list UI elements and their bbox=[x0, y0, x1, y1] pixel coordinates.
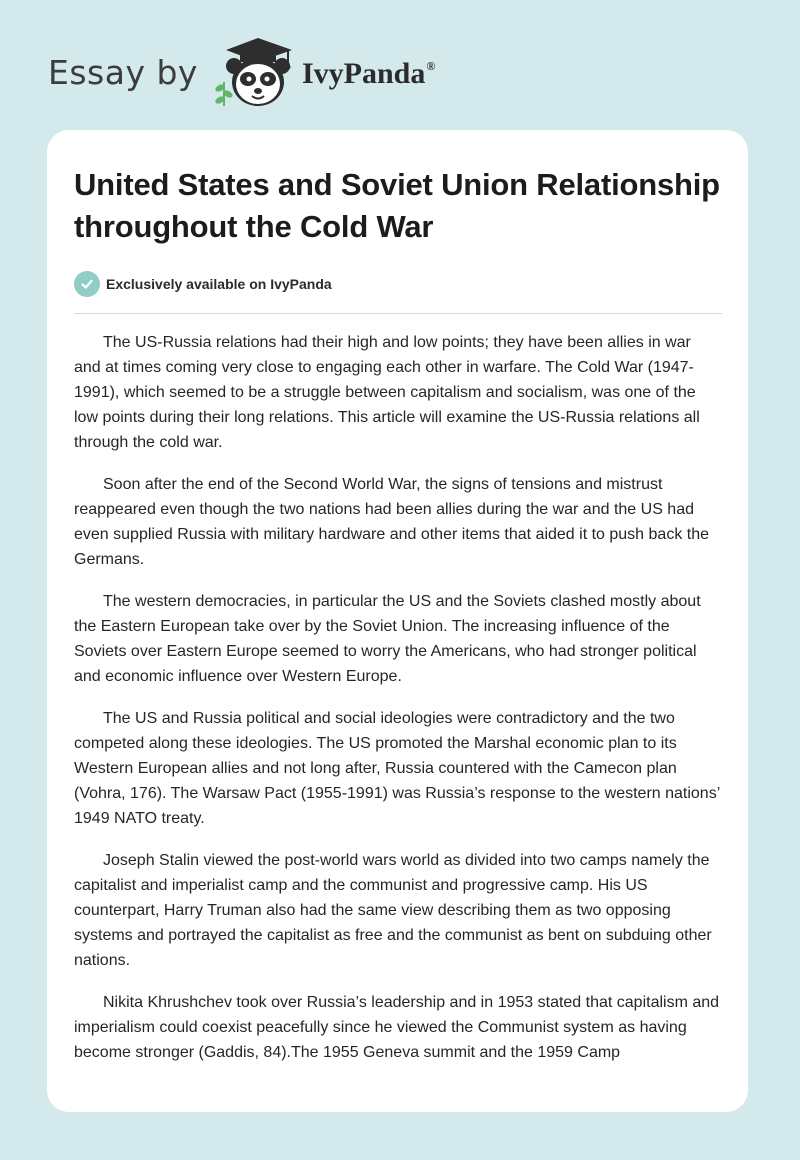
registered-mark: ® bbox=[426, 59, 436, 73]
exclusive-badge bbox=[74, 270, 722, 298]
paragraph: The US-Russia relations had their high and low points; they have been allies in war and at times coming very close to engaging each other in warfare. The Cold War (1947-1991), which seemed to be a struggle between capitalism and socialism, was one of the low points during their long relations. This article will examine the US-Russia relations all through the cold war. bbox=[74, 334, 700, 451]
essay-card bbox=[47, 130, 748, 1112]
check-circle-icon bbox=[74, 271, 100, 297]
paragraph: Nikita Khrushchev took over Russia’s leadership and in 1953 stated that capitalism and imperialism could coexist peacefully since he viewed the Communist system as having become stronger (Gaddis, 84).The 1955 Geneva summit and the 1959 Camp bbox=[74, 994, 720, 1061]
exclusive-label: Exclusively available on IvyPanda bbox=[106, 276, 332, 292]
paragraph: Soon after the end of the Second World War, the signs of tensions and mistrust reappeared even though the two nations had been allies during the war and the US had even supplied Russia with military hardware and other items that aided it to push back the Germans. bbox=[74, 476, 710, 568]
brand-name[interactable] bbox=[302, 57, 435, 91]
panda-graduate-icon[interactable] bbox=[212, 36, 298, 108]
paragraph: The western democracies, in particular the US and the Soviets clashed mostly about the Eastern European take over by the Soviet Union. The increasing influence of the Soviets over Eastern Europe seemed to worry the Americans, who had stronger political and economic influence over Western Europe. bbox=[74, 593, 701, 685]
essay-title: United States and Soviet Union Relationship throughout the Cold War bbox=[74, 167, 720, 244]
site-header bbox=[48, 36, 435, 108]
divider bbox=[74, 313, 722, 314]
paragraph: Joseph Stalin viewed the post-world wars world as divided into two camps namely the capitalist and imperialist camp and the communist and progressive camp. His US counterpart, Harry Truman also had the same view describing them as two opposing systems and portrayed the capitalist as free and the communist as bent on subduing other nations. bbox=[74, 852, 712, 969]
essay-by-label: Essay by bbox=[48, 52, 198, 92]
essay-body bbox=[74, 330, 722, 1065]
brand-text: IvyPanda bbox=[301, 57, 426, 90]
paragraph: The US and Russia political and social ideologies were contradictory and the two competed along these ideologies. The US promoted the Marshal economic plan to its Western European allies and not long after, Russia countered with the Camecon plan (Vohra, 176). The Warsaw Pact (1955-1991) was Russia’s response to the western nations’ 1949 NATO treaty. bbox=[74, 710, 720, 827]
